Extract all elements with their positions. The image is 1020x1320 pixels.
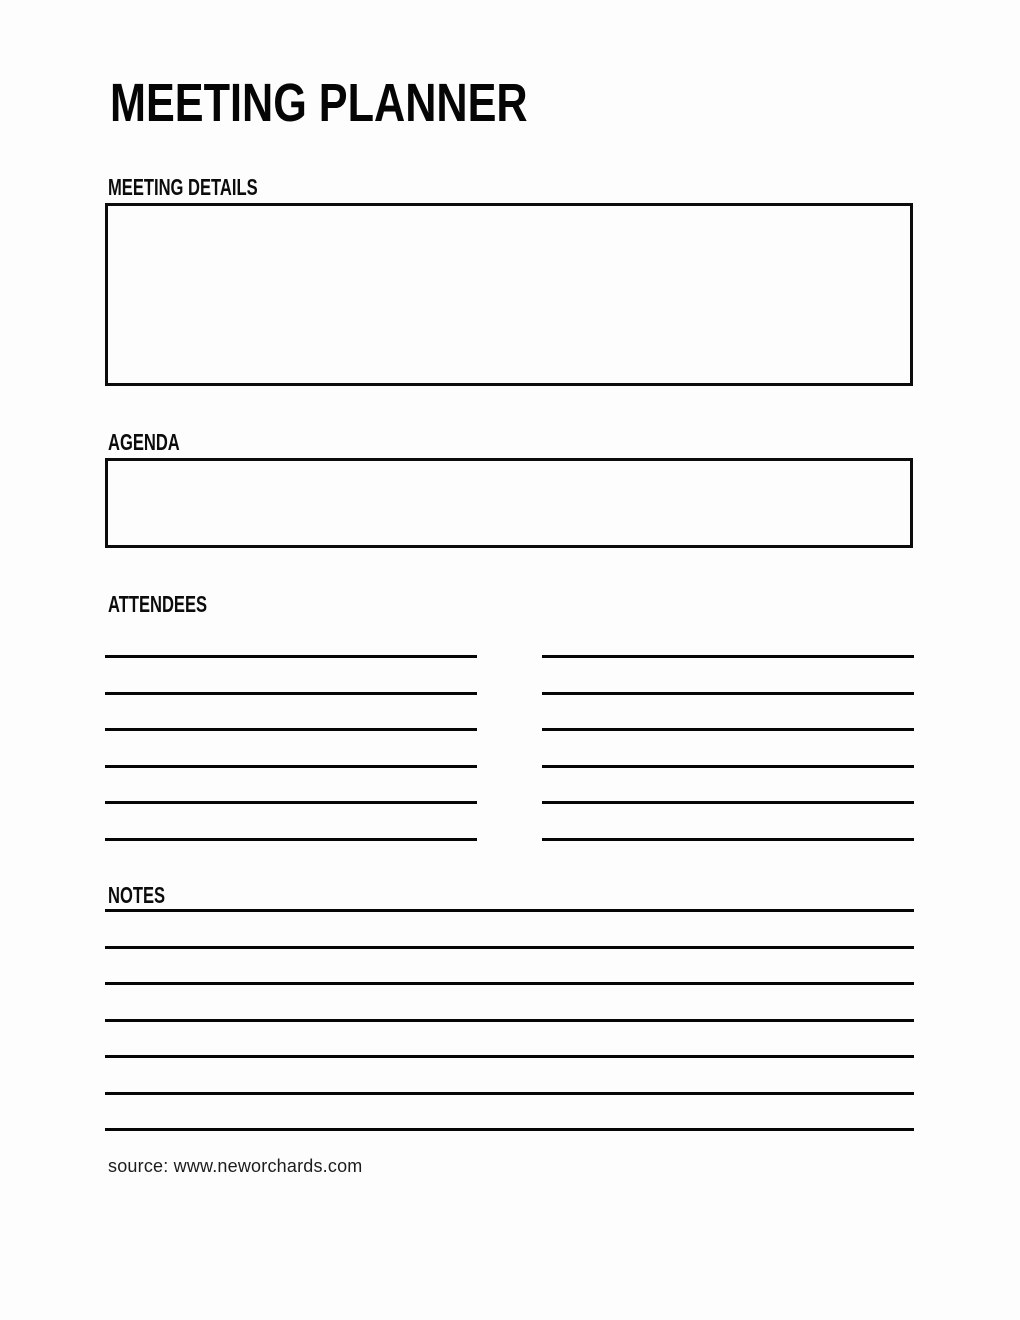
notes-label-text: NOTES bbox=[108, 882, 166, 908]
agenda-box[interactable] bbox=[105, 458, 913, 548]
notes-write-line bbox=[105, 946, 914, 949]
notes-lines[interactable] bbox=[105, 909, 914, 1131]
attendees-label-text: ATTENDEES bbox=[108, 591, 208, 617]
meeting-details-box[interactable] bbox=[105, 203, 913, 386]
attendee-write-line bbox=[542, 838, 914, 841]
attendee-write-line bbox=[542, 801, 914, 804]
attendee-write-line bbox=[542, 765, 914, 768]
notes-write-line bbox=[105, 982, 914, 985]
attendees-lines bbox=[105, 655, 914, 841]
notes-write-line bbox=[105, 1055, 914, 1058]
meeting-details-label-text: MEETING DETAILS bbox=[108, 174, 258, 200]
page-title bbox=[110, 73, 632, 133]
section-label-attendees bbox=[108, 593, 246, 616]
source-credit: source: www.neworchards.com bbox=[108, 1156, 363, 1176]
attendees-column-right[interactable] bbox=[542, 655, 914, 841]
attendee-write-line bbox=[105, 838, 477, 841]
attendee-write-line bbox=[542, 655, 914, 658]
attendee-write-line bbox=[105, 692, 477, 695]
agenda-label-text: AGENDA bbox=[108, 429, 180, 455]
notes-write-line bbox=[105, 1092, 914, 1095]
notes-write-line bbox=[105, 909, 914, 912]
page-title-text: MEETING PLANNER bbox=[110, 73, 528, 133]
section-label-agenda bbox=[108, 431, 208, 454]
attendee-write-line bbox=[542, 692, 914, 695]
attendee-write-line bbox=[105, 655, 477, 658]
notes-write-line bbox=[105, 1019, 914, 1022]
attendee-write-line bbox=[105, 728, 477, 731]
attendee-write-line bbox=[105, 801, 477, 804]
section-label-notes bbox=[108, 884, 187, 907]
attendee-write-line bbox=[105, 765, 477, 768]
notes-write-line bbox=[105, 1128, 914, 1131]
section-label-meeting-details bbox=[108, 176, 316, 199]
attendees-column-left[interactable] bbox=[105, 655, 477, 841]
attendee-write-line bbox=[542, 728, 914, 731]
